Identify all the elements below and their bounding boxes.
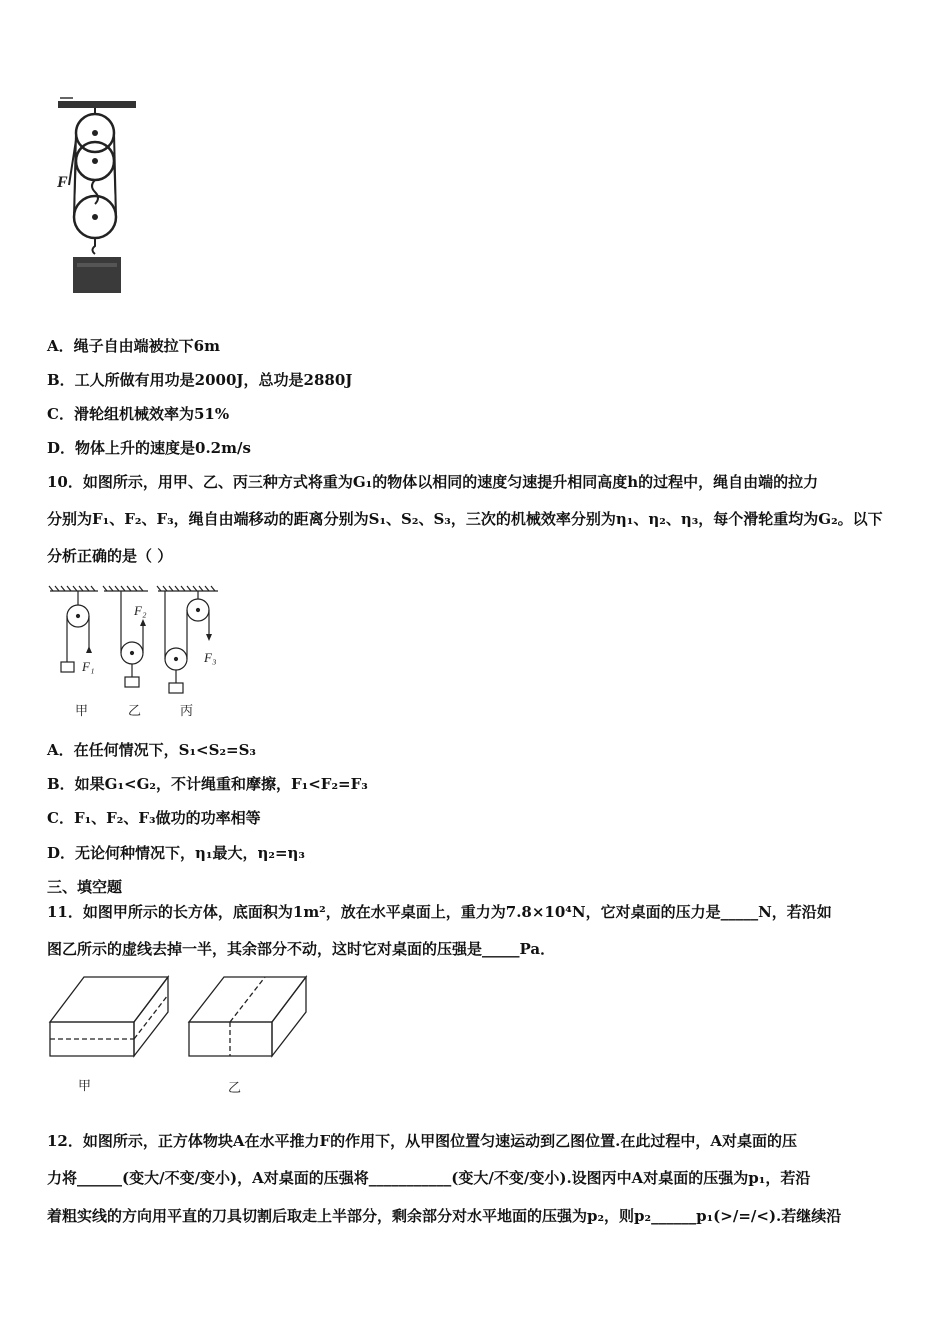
q10-option-d: D．无论何种情况下，η₁最大，η₂=η₃ (47, 844, 306, 862)
figure-label-bing: 丙 (180, 704, 194, 719)
q10-option-a: A．在任何情况下，S₁<S₂=S₃ (47, 741, 256, 759)
q10-option-c: C．F₁、F₂、F₃做功的功率相等 (47, 809, 261, 827)
pulley-block-figure (55, 95, 145, 300)
force-label-f: F (57, 174, 68, 191)
figure-label-jia: 甲 (78, 1079, 92, 1094)
section-title-fill-in: 三、填空题 (47, 878, 123, 896)
q10-option-b: B．如果G₁<G₂，不计绳重和摩擦，F₁<F₂=F₃ (47, 775, 368, 793)
q12-stem-line-3: 着粗实线的方向用平直的刀具切割后取走上半部分，剩余部分对水平地面的压强为p₂，则p₂______p₁(>/=/<).若继续沿 (47, 1207, 842, 1225)
q9-option-d: D．物体上升的速度是0.2m/s (47, 439, 251, 457)
force-label-f2: F₂ (134, 603, 147, 618)
q9-option-b: B．工人所做有用功是2000J，总功是2880J (47, 371, 353, 389)
figure-label-yi: 乙 (128, 704, 142, 719)
figure-label-yi: 乙 (228, 1081, 242, 1096)
q11-stem-line-2: 图乙所示的虚线去掉一半，其余部分不动，这时它对桌面的压强是_____Pa． (47, 940, 556, 958)
figure-label-jia: 甲 (75, 704, 89, 719)
q10-stem-line-3: 分析正确的是（ ） (47, 547, 173, 565)
force-label-f1: F₁ (82, 659, 95, 674)
force-label-f3: F₃ (204, 650, 217, 665)
q12-stem-line-1: 12．如图所示，正方体物块A在水平推力F的作用下，从甲图位置匀速运动到乙图位置.在此过程中，A对桌面的压 (47, 1132, 798, 1150)
q10-stem-line-2: 分别为F₁、F₂、F₃，绳自由端移动的距离分别为S₁、S₂、S₃，三次的机械效率分别为η₁、η₂、η₃，每个滑轮重均为G₂。以下 (47, 510, 883, 528)
q10-stem-line-1: 10．如图所示，用甲、乙、丙三种方式将重为G₁的物体以相同的速度匀速提升相同高度h的过程中，绳自由端的拉力 (47, 473, 819, 491)
three-pulleys-figure (48, 585, 233, 720)
q12-stem-line-2: 力将______(变大/不变/变小)，A对桌面的压强将___________(变大/不变/变小).设图丙中A对桌面的压强为p₁，若沿 (47, 1169, 811, 1187)
q9-option-c: C．滑轮组机械效率为51% (47, 405, 230, 423)
q11-stem-line-1: 11．如图甲所示的长方体，底面积为1m²，放在水平桌面上，重力为7.8×10⁴N，它对桌面的压力是_____N，若沿如 (47, 903, 832, 921)
cuboid-figure (48, 972, 318, 1102)
q9-option-a: A．绳子自由端被拉下6m (47, 337, 220, 355)
